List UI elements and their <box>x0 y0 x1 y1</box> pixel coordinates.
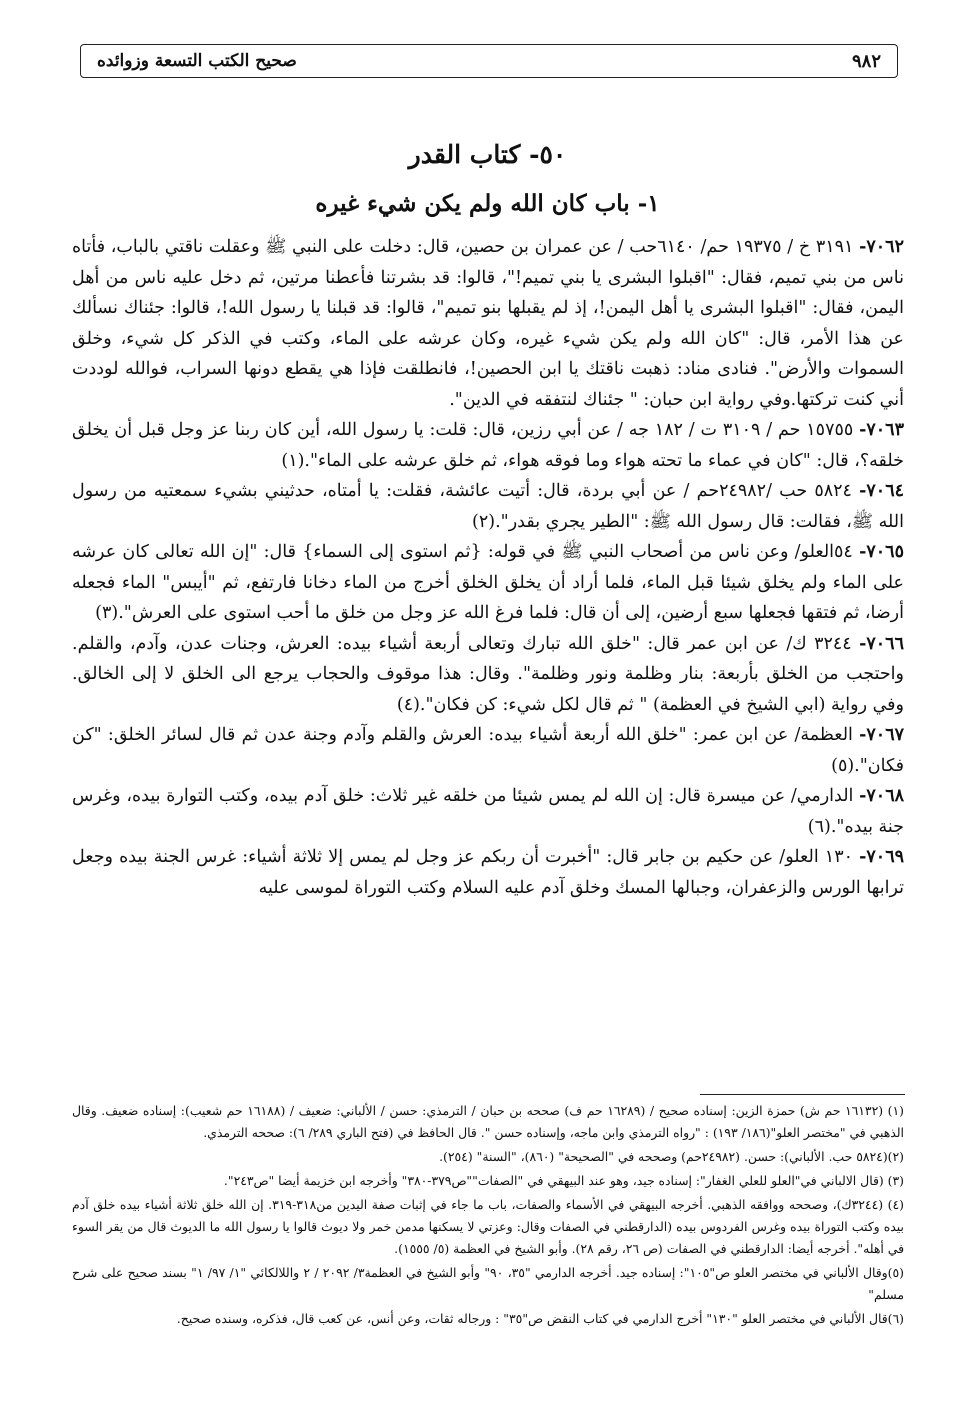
hadith-list <box>72 232 904 903</box>
chapter-title: ١- باب كان الله ولم يكن شيء غيره <box>315 190 660 217</box>
hadith-text: ١٥٧٥٥ حم / ٣١٠٩ ت / ١٨٢ جه / عن أبي رزين، قال: قلت: يا رسول الله، أين كان ربنا عز وجل قبل أن يخلق خلقه؟، قال: "كان في عماء ما تحته هواء وما فوقه هواء، ثم خلق عرشه على الماء".(١) <box>72 420 904 471</box>
hadith-text: ٣٢٤٤ ك/ عن ابن عمر قال: "خلق الله تبارك وتعالى أربعة أشياء بيده: العرش، وجنات عدن، وآدم، والقلم. واحتجب من الخلق بأربعة: بنار وظلمة ونور وظلمة". وقال: هذا موقوف والحجاب يرجع الى الخلق لا إلى الخالق. وفي رواية (ابي الشيخ في العظمة) " ثم قال لكل شيء: كن فكان".(٤) <box>72 633 904 715</box>
footnote-3: (٣) (قال الالباني في"العلو للعلي الغفار": إسناده جيد، وهو عند البيهقي في "الصفات""ص٣٧٩-٣٨٠" وأخرجه ابن خزيمة أيضا "ص٢٤٣". <box>223 1173 904 1188</box>
hadith-7065 <box>72 537 904 629</box>
hadith-number: ٧٠٦٩- <box>859 847 904 867</box>
footnote-2: (٢)(٥٨٢٤ حب. الألباني): حسن. (٢٤٩٨٢حم) وصححه في "الصحيحة" (٨٦٠)، "السنة" (٢٥٤). <box>439 1149 904 1164</box>
hadith-number: ٧٠٦٥- <box>859 542 904 562</box>
hadith-number: ٧٠٦٧- <box>859 725 904 745</box>
hadith-7064 <box>72 476 904 537</box>
hadith-number: ٧٠٦٦- <box>859 633 904 654</box>
footnotes <box>72 1100 904 1332</box>
book-title: ٥٠- كتاب القدر <box>408 140 567 169</box>
hadith-number: ٧٠٦٣- <box>859 420 904 440</box>
footnote-5: (٥)وقال الألباني في مختصر العلو ص"١٠٥": إسناده جيد. أخرجه الدارمي "٣٥، ٩٠" وأبو الشيخ في العظمة٣/ ٢٠٩٢ / ٢ واللالكائي "١/ ٩٧/ ١" بسند صحيح على شرح مسلم" <box>72 1265 904 1302</box>
hadith-7068 <box>72 781 904 842</box>
page-number: ٩٨٢ <box>851 50 881 72</box>
footnote-6: (٦)قال الألباني في مختصر العلو "١٣٠" أخرج الدارمي في كتاب النقض ص"٣٥" : ورجاله ثقات، وعن أنس، عن كعب قال، فذكره، وسنده صحيح. <box>176 1311 904 1326</box>
hadith-text: ٥٨٢٤ حب /٢٤٩٨٢حم / عن أبي بردة، قال: أتيت عائشة، فقلت: يا أمتاه، حدثيني بشيء سمعتيه من رسول الله ﷺ، فقالت: قال رسول الله ﷺ: "الطير يجري بقدر".(٢) <box>72 481 904 532</box>
footnote-1: (١) (١٦١٣٢ حم ش) حمزة الزين: إسناده صحيح / (١٦٢٨٩ حم ف) صححه بن حبان / الترمذي: حسن / الألباني: ضعيف / (١٦١٨٨ حم شعيب): إسناده ضعيف. وقال الذهبي في "مختصر العلو"(١٨٦/ ١٩٣) : "رواه الترمذي وابن ماجه، وإسناده حسن ". قال الحافظ في (فتح الباري ٢٨٩/ ٦): صححه الترمذي. <box>72 1103 904 1140</box>
hadith-7062 <box>72 232 904 415</box>
hadith-number: ٧٠٦٨- <box>859 786 904 806</box>
hadith-number: ٧٠٦٤- <box>859 481 904 501</box>
hadith-text: ٣١٩١ خ / ١٩٣٧٥ حم/ ٦١٤٠حب / عن عمران بن حصين، قال: دخلت على النبي ﷺ وعقلت ناقتي بالباب، فأتاه ناس من بني تميم، فقال: "اقبلوا البشرى يا بني تميم!"، قالوا: قد بشرتنا فأعطنا مرتين، ثم دخل عليه ناس من أهل اليمن، فقال: "اقبلوا البشرى يا أهل اليمن!، إذ لم يقبلها بنو تميم"، قالوا: قد قبلنا يا رسول الله!، قالوا: جئناك نسألك عن هذا الأمر، قال: "كان الله ولم يكن شيء غيره، وكان عرشه على الماء، وكتب في الذكر كل شيء، وخلق السموات والأرض". فنادى مناد: ذهبت ناقتك يا ابن الحصين!، فانطلقت فإذا هي يقطع دونها السراب، فوالله لوددت أني كنت تركتها.وفي رواية ابن حبان: " جئناك لنتفقه في الدين". <box>72 237 904 410</box>
hadith-text: ٥٤العلو/ وعن ناس من أصحاب النبي ﷺ في قوله: {ثم استوى إلى السماء} قال: "إن الله تعالى كان عرشه على الماء ولم يخلق شيئا قبل الماء، فلما أراد أن يخلق الخلق أخرج من الماء دخانا فارتفع، ثم "أيبس" الماء فجعله أرضا، ثم فتقها فجعلها سبع أرضين، إلى أن قال: فلما فرغ الله عز وجل من خلق ما أحب استوى على العرش".(٣) <box>72 542 904 623</box>
hadith-7063 <box>72 415 904 476</box>
running-header-title: صحيح الكتب التسعة وزوائده <box>97 51 297 71</box>
hadith-text: ١٣٠ العلو/ عن حكيم بن جابر قال: "أخبرت أن ربكم عز وجل لم يمس إلا ثلاثة أشياء: غرس الجنة بيده وجعل ترابها الورس والزعفران، وجبالها المسك وخلق آدم عليه السلام وكتب التوراة لموسى عليه <box>72 847 904 898</box>
hadith-7067 <box>72 720 904 781</box>
hadith-text: العظمة/ عن ابن عمر: "خلق الله أربعة أشياء بيده: العرش والقلم وآدم وجنة عدن ثم قال لسائر الخلق: "كن فكان".(٥) <box>72 725 904 776</box>
footnote-divider <box>700 1094 905 1095</box>
hadith-7066 <box>72 629 904 721</box>
hadith-text: الدارمي/ عن ميسرة قال: إن الله لم يمس شيئا من خلقه غير ثلاث: خلق آدم بيده، وكتب التوارة بيده، وغرس جنة بيده".(٦) <box>72 786 904 837</box>
hadith-number: ٧٠٦٢- <box>859 237 904 257</box>
running-header <box>80 44 898 78</box>
footnote-4: (٤) (٣٢٤٤ك)، وصححه ووافقه الذهبي. أخرجه البيهقي في الأسماء والصفات، باب ما جاء في إثبات صفة اليدين من٣١٨-٣١٩. إن الله خلق ثلاثة أشياء بيده خلق آدم بيده وكتب التوراة بيده وغرس الفردوس بيده (الدارقطني في الصفات وقال: وعزتي لا يسكنها مدمن خمر ولا ديوث قالوا يا رسول الله ما الديوث قال من يقر السوء في أهله". أخرجه أيضا: الدارقطني في الصفات (ص ٢٦، رقم ٢٨). وأبو الشيخ في العظمة (٥/ ١٥٥٥). <box>72 1197 904 1256</box>
hadith-7069 <box>72 842 904 903</box>
